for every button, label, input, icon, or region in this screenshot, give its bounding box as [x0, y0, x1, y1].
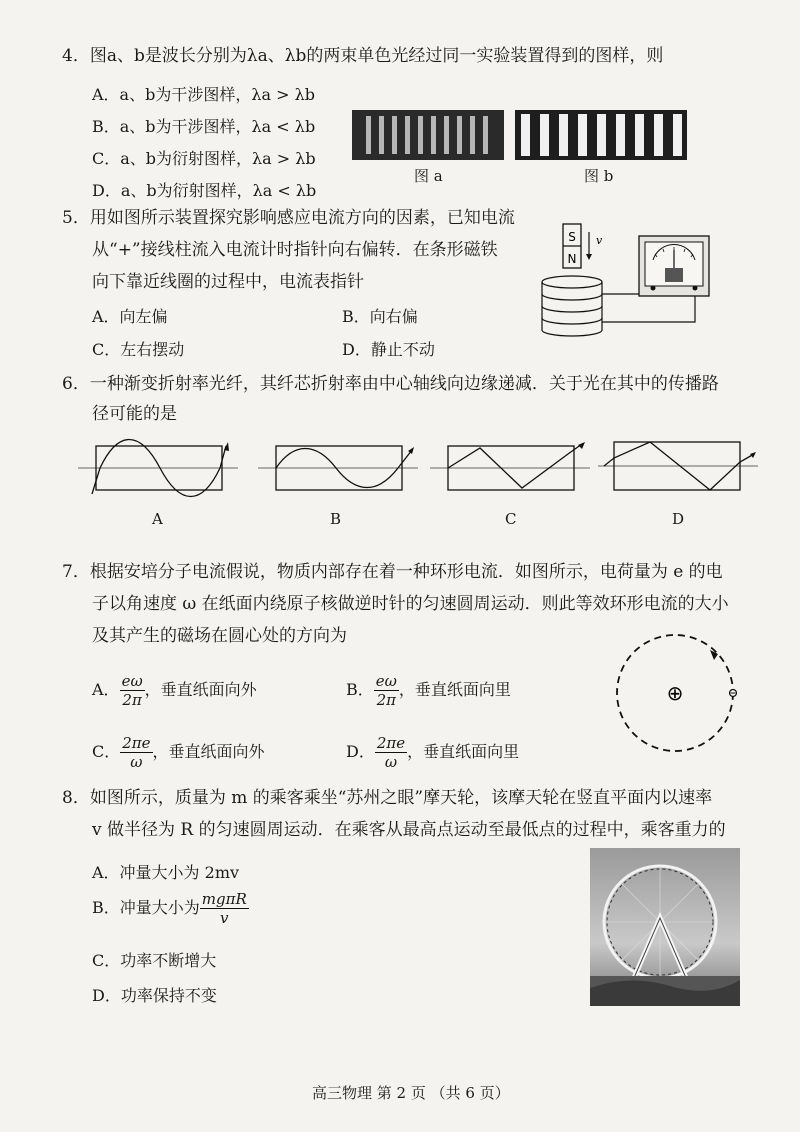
page-footer: 高三物理 第 2 页 （共 6 页） [312, 1084, 510, 1102]
q5-option-b: B．向右偏 [342, 307, 418, 326]
q6-label-a: A [152, 510, 163, 528]
q7-option-a: A． $\frac{e\omega}{2\pi}$ ，垂直纸面向外 [92, 672, 257, 709]
magnet-n-label: N [567, 252, 577, 266]
fiber-path-a [78, 438, 238, 498]
q7-line-2: 子以角速度 ω 在纸面内绕原子核做逆时针的匀速圆周运动．则此等效环形电流的大小 [92, 594, 729, 614]
q5-line-2: 从“+”接线柱流入电流计时指针向右偏转．在条形磁铁 [92, 240, 498, 260]
velocity-label: v [596, 234, 603, 247]
q4-option-b: B．a、b为干涉图样，λa < λb [92, 117, 316, 136]
interference-pattern-b [515, 110, 687, 160]
fiber-path-d [598, 432, 758, 500]
fiber-path-b [258, 438, 418, 498]
q5-line-1: 5．用如图所示装置探究影响感应电流方向的因素，已知电流 [62, 208, 515, 228]
q8-option-a: A．冲量大小为 2mv [92, 863, 240, 882]
q8-option-b: B．冲量大小为 $\frac{\text{mgπR}}{v}$ [92, 890, 247, 927]
q6-line-1: 6．一种渐变折射率光纤，其纤芯折射率由中心轴线向边缘递减．关于光在其中的传播路 [62, 374, 719, 394]
ferris-wheel-photo [590, 848, 740, 1006]
q8-option-d: D．功率保持不变 [92, 986, 217, 1005]
q8-line-1: 8．如图所示，质量为 m 的乘客乘坐“苏州之眼”摩天轮，该摩天轮在竖直平面内以速率 [62, 788, 713, 808]
q6-label-c: C [505, 510, 517, 528]
fig-a-caption: 图 a [414, 167, 443, 185]
q6-label-d: D [672, 510, 685, 528]
q7-option-d: D． $\frac{2\pi e}{\omega}$ ，垂直纸面向里 [346, 734, 520, 771]
q4-stem: 4．图a、b是波长分别为λa、λb的两束单色光经过同一实验装置得到的图样，则 [62, 46, 664, 66]
fiber-path-c [430, 438, 590, 498]
q4-option-d: D．a、b为衍射图样，λa < λb [92, 181, 317, 200]
q5-option-a: A．向左偏 [92, 307, 168, 326]
q7-line-1: 7．根据安培分子电流假说，物质内部存在着一种环形电流．如图所示，电荷量为 e 的电 [62, 562, 723, 582]
q6-label-b: B [330, 510, 342, 528]
q8-line-2: v 做半径为 R 的匀速圆周运动．在乘客从最高点运动至最低点的过程中，乘客重力的 [92, 820, 726, 840]
q6-line-2: 径可能的是 [92, 404, 177, 424]
nucleus-symbol: ⊕ [666, 681, 684, 705]
q8-option-c: C．功率不断增大 [92, 951, 217, 970]
q4-option-a: A．a、b为干涉图样，λa > λb [92, 85, 315, 104]
q5-line-3: 向下靠近线圈的过程中，电流表指针 [92, 272, 364, 292]
q7-option-c: C． $\frac{2\pi e}{\omega}$ ，垂直纸面向外 [92, 734, 265, 771]
galvanometer-coil-diagram [535, 218, 720, 343]
q5-option-d: D．静止不动 [342, 340, 435, 359]
q5-option-c: C．左右摆动 [92, 340, 185, 359]
q7-option-b: B． $\frac{e\omega}{2\pi}$ ，垂直纸面向里 [346, 672, 511, 709]
q4-option-c: C．a、b为衍射图样，λa > λb [92, 149, 316, 168]
fig-b-caption: 图 b [584, 167, 614, 185]
magnet-s-label: S [568, 230, 576, 244]
interference-pattern-a [352, 110, 504, 160]
q7-line-3: 及其产生的磁场在圆心处的方向为 [92, 626, 347, 646]
electron-orbit-diagram [610, 628, 740, 758]
